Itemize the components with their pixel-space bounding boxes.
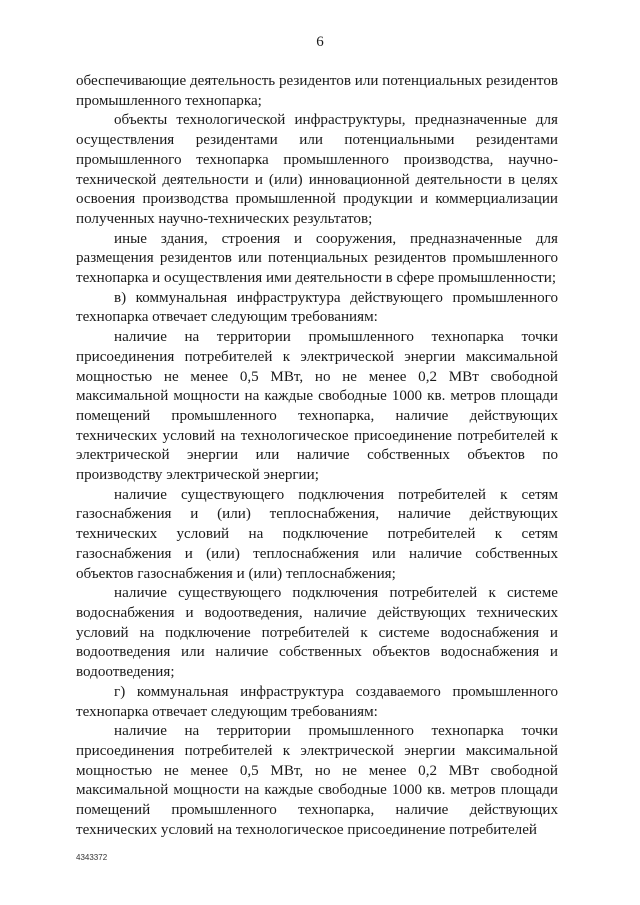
paragraph-technological-infrastructure: объекты технологической инфраструктуры, предназначенные для осуществления резидентами или потенциальными резидентами промышленного технопарка промышленного производства, научно-технической деятельности и (или) инновационной деятельности в целях освоения производства промышленной продукции и коммерциализации полученных научно-технических результатов; [76,112,558,227]
page-number: 6 [316,34,324,50]
document-code: 4343372 [76,853,108,862]
paragraph-gas-heat-supply: наличие существующего подключения потребителей к сетям газоснабжения и (или) теплоснабжения, наличие действующих технических условий на подключение потребителей к сетям газоснабжения и (или) теплоснабжения или наличие собственных объектов газоснабжения и (или) теплоснабжения; [76,486,558,582]
paragraph-item-v-heading: в) коммунальная инфраструктура действующего промышленного технопарка отвечает следующим требованиям: [76,289,558,326]
paragraph-item-g-heading: г) коммунальная инфраструктура создаваемого промышленного технопарка отвечает следующим требованиям: [76,683,558,720]
paragraph-other-buildings: иные здания, строения и сооружения, предназначенные для размещения резидентов или потенциальных резидентов промышленного технопарка и осуществления ими деятельности в сфере промышленности; [76,230,558,287]
paragraph-residents-continuation: обеспечивающие деятельность резидентов или потенциальных резидентов промышленного технопарка; [76,73,558,109]
paragraph-water-supply: наличие существующего подключения потребителей к системе водоснабжения и водоотведения, наличие действующих технических условий на подключение потребителей к системе водоснабжения и водоотведения или наличие собственных объектов водоснабжения и водоотведения; [76,585,558,681]
paragraph-electric-power-new: наличие на территории промышленного технопарка точки присоединения потребителей к электрической энергии максимальной мощностью не менее 0,5 МВт, но не менее 0,2 МВт свободной максимальной мощности на каждые свободные 1000 кв. метров площади помещений промышленного технопарка, наличие действующих технических условий на технологическое присоединение потребителей [76,723,558,838]
document-body [76,72,558,840]
paragraph-electric-power-existing: наличие на территории промышленного технопарка точки присоединения потребителей к электрической энергии максимальной мощностью не менее 0,5 МВт, но не менее 0,2 МВт свободной максимальной мощности на каждые свободные 1000 кв. метров площади помещений промышленного технопарка, наличие действующих технических условий на технологическое присоединение потребителей к электрической энергии или наличие собственных объектов по производству электрической энергии; [76,329,558,484]
